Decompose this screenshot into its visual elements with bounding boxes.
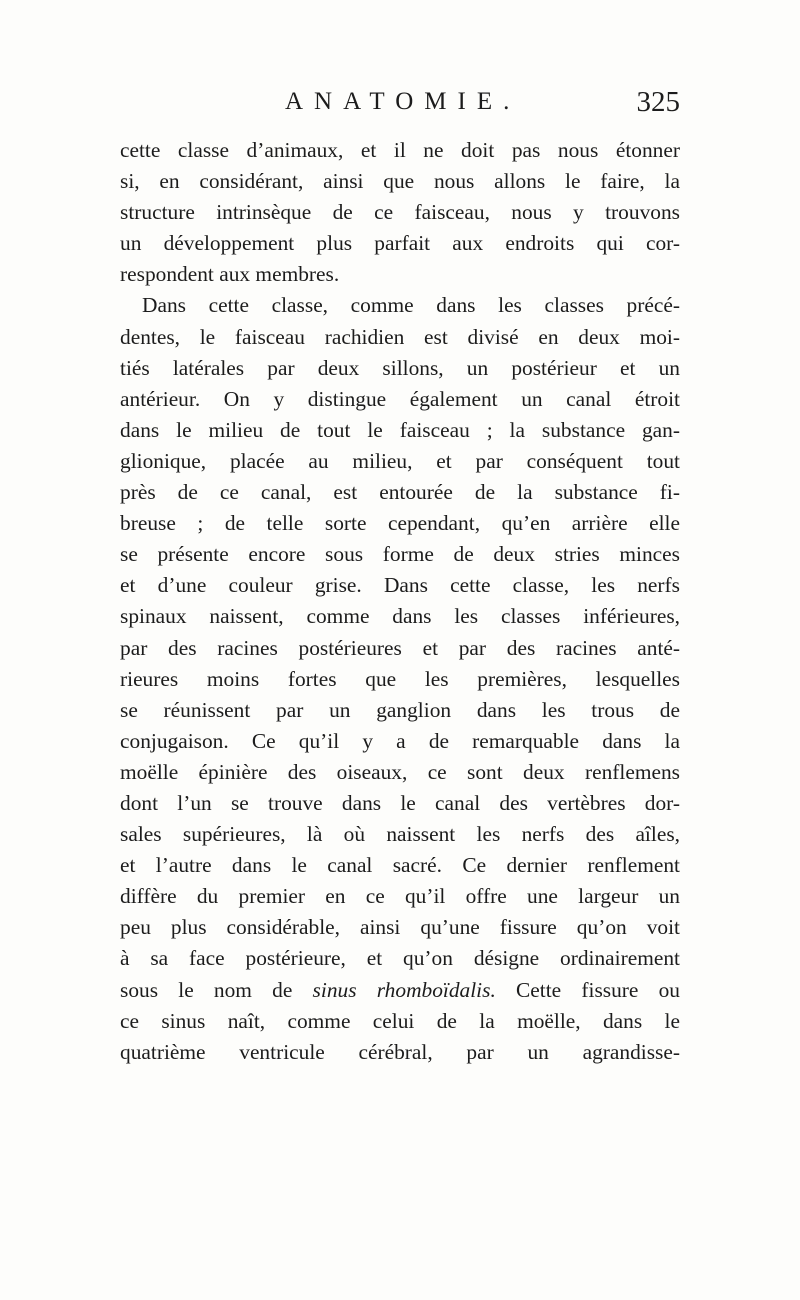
text-segment: dont l’un se trouve dans le canal des vertèbres dor- [120,790,680,815]
text-segment: conjugaison. Ce qu’il y a de remarquable dans la [120,728,680,753]
text-line [120,539,680,570]
text-segment: rieures moins fortes que les premières, lesquelles [120,666,680,691]
text-segment: respondent aux membres. [120,262,340,287]
text-segment: Cette fissure ou [495,977,681,1002]
text-line [120,726,680,757]
text-line [120,1006,680,1037]
text-line [120,695,680,726]
text-line [120,601,680,632]
text-segment: diffère du premier en ce qu’il offre une largeur un [120,884,680,909]
text-segment: dans le milieu de tout le faisceau ; la substance gan- [120,417,680,442]
text-segment: si, en considérant, ainsi que nous allons le faire, la [120,169,680,194]
text-line [120,228,680,259]
text-line [120,446,680,477]
text-line [120,664,680,695]
text-segment: peu plus considérable, ainsi qu’une fissure qu’on voit [120,915,680,940]
text-line [120,912,680,943]
text-segment: se réunissent par un ganglion dans les trous de [120,697,680,722]
text-line [120,166,680,197]
running-head [120,88,680,128]
text-line [120,819,680,850]
text-segment: dentes, le faisceau rachidien est divisé en deux moi- [120,324,680,349]
text-segment: Dans cette classe, comme dans les classes précé- [142,293,680,318]
text-line [120,197,680,228]
text-line [120,508,680,539]
text-segment: structure intrinsèque de ce faisceau, nous y trouvons [120,200,680,225]
text-segment: près de ce canal, est entourée de la substance fi- [120,480,680,505]
text-line [120,1037,680,1068]
text-line [120,259,680,290]
text-line [120,788,680,819]
text-line [120,477,680,508]
text-line [120,975,680,1006]
text-segment: sales supérieures, là où naissent les nerfs des aîles, [120,822,680,847]
running-title: ANATOMIE. [285,88,521,115]
text-line [120,415,680,446]
text-segment: tiés latérales par deux sillons, un postérieur et un [120,355,680,380]
text-line [120,757,680,788]
text-segment: et d’une couleur grise. Dans cette classe, les nerfs [120,573,680,598]
text-segment: quatrième ventricule cérébral, par un agrandisse- [120,1039,680,1064]
text-segment: et l’autre dans le canal sacré. Ce dernier renflement [120,853,680,878]
text-segment: ce sinus naît, comme celui de la moëlle, dans le [120,1008,680,1033]
text-segment: spinaux naissent, comme dans les classes inférieures, [120,604,680,629]
text-segment: un développement plus parfait aux endroits qui cor- [120,231,680,256]
text-segment: glionique, placée au milieu, et par conséquent tout [120,448,680,473]
text-line [120,290,680,321]
text-segment: breuse ; de telle sorte cependant, qu’en arrière elle [120,511,680,536]
text-segment: moëlle épinière des oiseaux, ce sont deux renflemens [120,759,680,784]
text-line [120,353,680,384]
text-segment: sous le nom de [120,977,313,1002]
text-segment: par des racines postérieures et par des racines anté- [120,635,680,660]
text-segment: antérieur. On y distingue également un canal étroit [120,386,680,411]
text-line [120,570,680,601]
text-line [120,322,680,353]
text-line [120,850,680,881]
text-line [120,633,680,664]
text-line [120,384,680,415]
text-segment: cette classe d’animaux, et il ne doit pas nous étonner [120,138,680,162]
text-segment: se présente encore sous forme de deux stries minces [120,542,680,567]
body-text [120,135,680,1068]
page-number: 325 [636,86,680,118]
text-line [120,943,680,974]
text-line [120,881,680,912]
text-segment: à sa face postérieure, et qu’on désigne ordinairement [120,946,680,971]
italic-term: sinus rhomboïdalis. [312,977,496,1002]
text-line [120,135,680,166]
